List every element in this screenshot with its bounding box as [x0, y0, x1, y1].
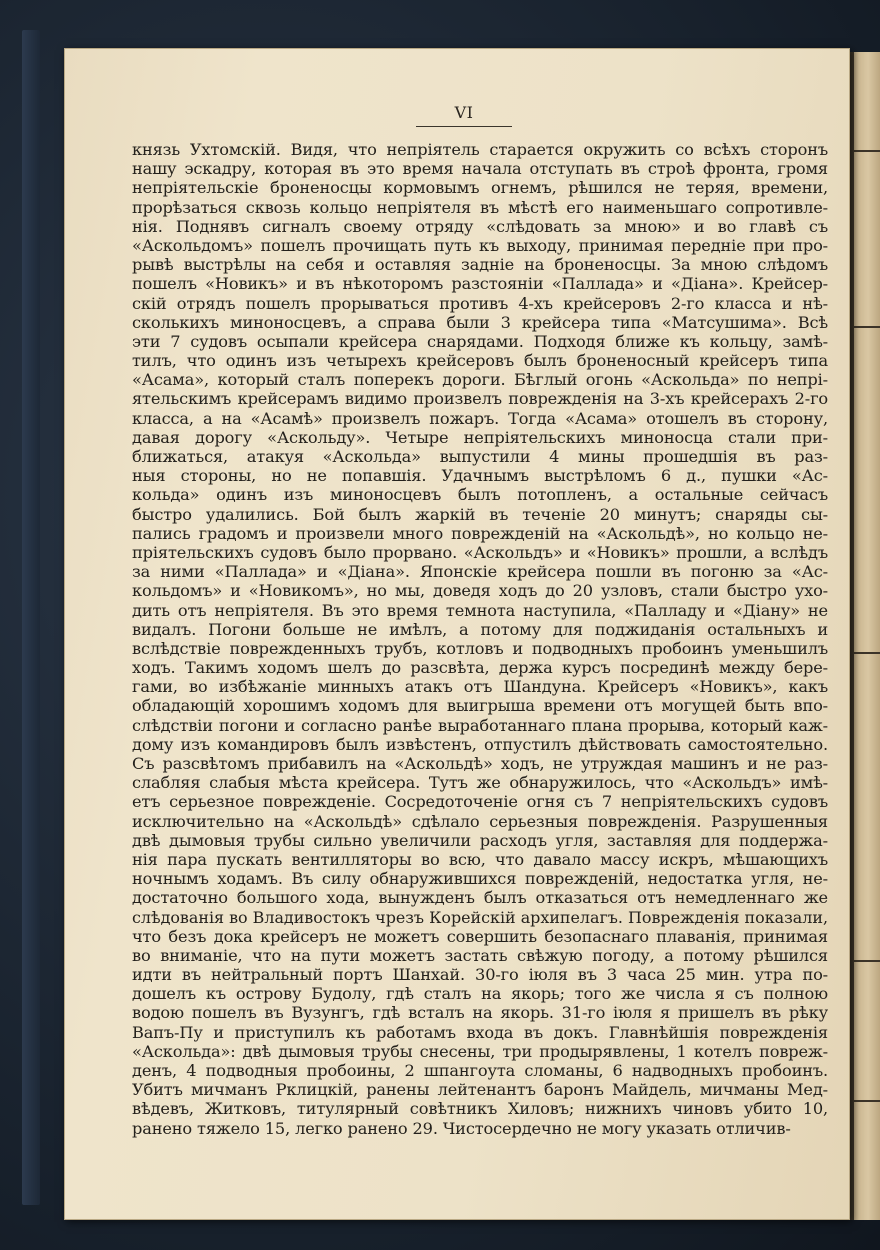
text-line: обладающій хорошимъ ходомъ для выигрыша времени отъ могущей быть впо-	[132, 696, 828, 716]
page-number: VI	[454, 103, 474, 122]
margin-tick	[852, 950, 854, 964]
text-line: во вниманіе, что на пути можетъ застать свѣжую погоду, а потому рѣшился	[132, 945, 828, 965]
text-line: Вапъ-Пу и приступилъ къ работамъ входа въ докъ. Главнѣйшія поврежденія	[132, 1022, 828, 1042]
text-line: «Аскольда»: двѣ дымовыя трубы снесены, три продырявлены, 1 котелъ повреж-	[132, 1041, 828, 1061]
text-line: дому изъ командировъ былъ извѣстенъ, отпустилъ дѣйствовать самостоятельно.	[132, 734, 828, 754]
text-line: нія. Поднявъ сигналъ своему отряду «слѣдовать за мною» и во главѣ съ	[132, 216, 828, 236]
text-line: «Асама», который сталъ поперекъ дороги. Бѣглый огонь «Аскольда» по непрі-	[132, 370, 828, 390]
text-line: нашу эскадру, которая въ это время начала отступать въ строѣ фронта, громя	[132, 159, 828, 179]
text-line: давая дорогу «Аскольду». Четыре непріятельскихъ миноносца стали при-	[132, 427, 828, 447]
text-line: гами, во избѣжаніе минныхъ атакъ отъ Шандуна. Крейсеръ «Новикъ», какъ	[132, 677, 828, 697]
text-line: слѣдствіи погони и согласно ранѣе выработаннаго плана прорыва, который каж-	[132, 715, 828, 735]
text-line: пошелъ «Новикъ» и въ нѣкоторомъ разстояніи «Паллада» и «Діана». Крейсер-	[132, 274, 828, 294]
next-page-edge	[850, 52, 880, 1220]
text-line: пались градомъ и произвели много поврежденій на «Аскольдѣ», но кольцо не-	[132, 523, 828, 543]
text-line: непріятельскіе броненосцы кормовымъ огнемъ, рѣшился не теряя, времени,	[132, 178, 828, 198]
text-line: эти 7 судовъ осыпали крейсера снарядами. Подходя ближе къ кольцу, замѣ-	[132, 331, 828, 351]
text-line: двѣ дымовыя трубы сильно увеличили расходъ угля, заставляя для поддержа-	[132, 830, 828, 850]
text-line: «Аскольдомъ» пошелъ прочищать путь къ выходу, принимая передніе при про-	[132, 235, 828, 255]
text-line: нія пара пускать вентилляторы во всю, что давало массу искръ, мѣшающихъ	[132, 849, 828, 869]
text-line: ныя стороны, но не попавшія. Удачнымъ выстрѣломъ 6 д., пушки «Ас-	[132, 466, 828, 486]
header-rule	[416, 126, 512, 127]
text-line: быстро удалились. Бой былъ жаркій въ теченіе 20 минутъ; снаряды сы-	[132, 504, 828, 524]
body-text	[132, 140, 828, 1138]
book-cover-edge	[22, 30, 40, 1205]
text-line: кольда» одинъ изъ миноносцевъ былъ потопленъ, а остальные сейчасъ	[132, 485, 828, 505]
text-line: пріятельскихъ судовъ было прорвано. «Аскольдъ» и «Новикъ» прошли, а вслѣдъ	[132, 542, 828, 562]
text-line: водою пошелъ въ Вузунгъ, гдѣ всталъ на якорь. 31-го іюля я пришелъ въ рѣку	[132, 1003, 828, 1023]
page-gutter	[850, 52, 854, 1220]
text-line: тилъ, что одинъ изъ четырехъ крейсеровъ былъ броненосный крейсеръ типа	[132, 351, 828, 371]
text-line: етъ серьезное поврежденіе. Сосредоточеніе огня съ 7 непріятельскихъ судовъ	[132, 792, 828, 812]
text-line: дошелъ къ острову Будолу, гдѣ сталъ на якорь; того же числа я съ полною	[132, 984, 828, 1004]
text-line: ночнымъ ходамъ. Въ силу обнаружившихся поврежденій, недостатка угля, не-	[132, 869, 828, 889]
text-line: Убитъ мичманъ Рклицкій, ранены лейтенантъ баронъ Майдель, мичманы Мед-	[132, 1080, 828, 1100]
text-line: князь Ухтомскій. Видя, что непріятель старается окружить со всѣхъ сторонъ	[132, 140, 828, 159]
text-line: ранено тяжело 15, легко ранено 29. Чистосердечно не могу указать отличив-	[132, 1118, 791, 1138]
text-line: слѣдованія во Владивостокъ чрезъ Корейскій архипелагъ. Поврежденія показали,	[132, 907, 828, 927]
margin-tick	[852, 1092, 854, 1106]
text-line: исключительно на «Аскольдѣ» сдѣлало серьезныя поврежденія. Разрушенныя	[132, 811, 828, 831]
text-line: Съ разсвѣтомъ прибавилъ на «Аскольдѣ» ходъ, не утруждая машинъ и не раз-	[132, 754, 828, 773]
margin-tick	[852, 144, 854, 158]
text-line: ходъ. Такимъ ходомъ шелъ до разсвѣта, держа курсъ посрединѣ между бере-	[132, 658, 828, 678]
margin-tick	[852, 640, 854, 654]
text-line: класса, а на «Асамѣ» произвелъ пожаръ. Тогда «Асама» отошелъ въ сторону,	[132, 408, 828, 428]
text-line: денъ, 4 подводныя пробоины, 2 шпангоута сломаны, 6 надводныхъ пробоинъ.	[132, 1061, 828, 1080]
text-line: что безъ дока крейсеръ не можетъ совершить безопаснаго плаванія, принимая	[132, 926, 828, 946]
text-line: рывѣ выстрѣлы на себя и оставляя задніе на броненосцы. За мною слѣдомъ	[132, 255, 828, 275]
text-line: достаточно большого хода, вынужденъ былъ отказаться отъ немедленнаго же	[132, 888, 828, 908]
text-line: видалъ. Погони больше не имѣлъ, а потому для поджиданія остальныхъ и	[132, 619, 828, 639]
text-line: за ними «Паллада» и «Діана». Японскіе крейсера пошли въ погоню за «Ас-	[132, 562, 828, 582]
text-line: сколькихъ миноносцевъ, а справа были 3 крейсера типа «Матсушима». Всѣ	[132, 312, 828, 332]
text-line: кольдомъ» и «Новикомъ», но мы, доведя ходъ до 20 узловъ, стали быстро ухо-	[132, 581, 828, 601]
text-line: скій отрядъ пошелъ прорываться противъ 4-хъ крейсеровъ 2-го класса и нѣ-	[132, 293, 828, 313]
text-line: вслѣдствіе поврежденныхъ трубъ, котловъ и подводныхъ пробоинъ уменьшилъ	[132, 638, 828, 658]
text-line: ближаться, атакуя «Аскольда» выпустили 4 мины прошедшія въ раз-	[132, 447, 828, 466]
text-line: слабляя слабыя мѣста крейсера. Тутъ же обнаружилось, что «Аскольдъ» имѣ-	[132, 773, 828, 793]
margin-tick	[852, 320, 854, 334]
text-line: прорѣзаться сквозь кольцо непріятеля въ мѣстѣ его наименьшаго сопротивле-	[132, 197, 828, 217]
text-line: ятельскимъ крейсерамъ видимо произвелъ поврежденія на 3-хъ крейсерахъ 2-го	[132, 389, 828, 409]
text-line: дить отъ непріятеля. Въ это время темнота наступила, «Палладу и «Діану» не	[132, 600, 828, 620]
text-line: идти въ нейтральный портъ Шанхай. 30-го іюля въ 3 часа 25 мин. утра по-	[132, 965, 828, 985]
text-line: вѣдевъ, Житковъ, титулярный совѣтникъ Хиловъ; нижнихъ чиновъ убито 10,	[132, 1099, 828, 1119]
